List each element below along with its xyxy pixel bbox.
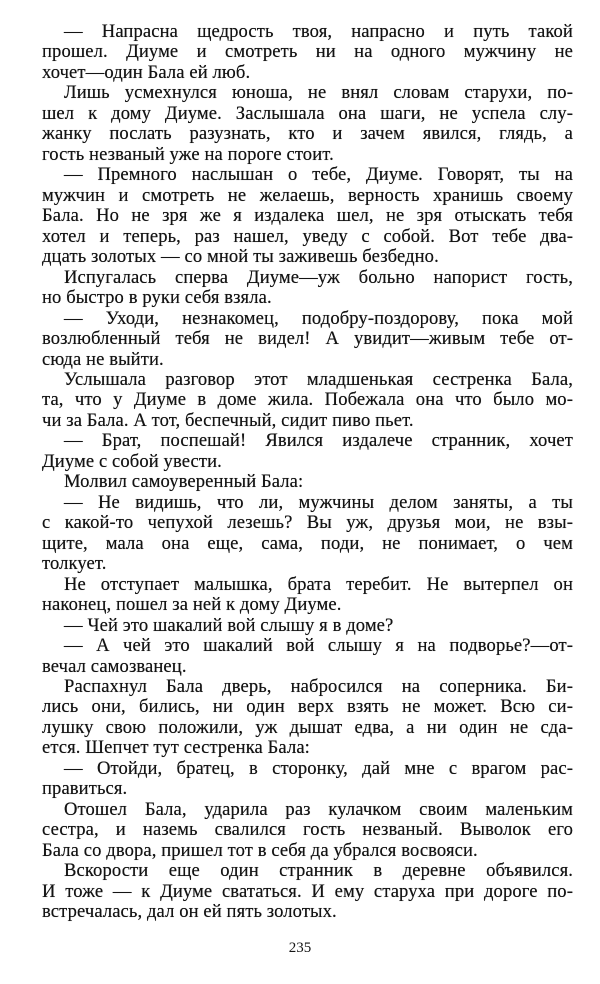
text-line: щите, мала она еще, сама, поди, не понимает, о чем [42, 532, 573, 554]
text-line: Распахнул Бала дверь, набросился на соперника. Би- [64, 676, 573, 697]
paragraph [42, 268, 573, 309]
paragraph [42, 472, 573, 492]
text-line: Лишь усмехнулся юноша, не внял словам старухи, по- [64, 82, 573, 104]
text-line: сестра, и наземь свалился гость незваный. Выволок его [42, 819, 573, 841]
text-line: Услышала разговор этот младшенькая сестренка Бала, [64, 368, 573, 390]
text-line: — Напрасна щедрость твоя, напрасно и путь такой [64, 21, 573, 42]
text-line: — Чей это шакалий вой слышу я в доме? [64, 614, 394, 636]
text-line: жанку послать разузнать, кто и зачем явился, глядь, а [42, 123, 573, 145]
text-line: — Брат, поспешай! Явился издалече странник, хочет [64, 430, 573, 452]
text-line: мужчин и смотреть не желаешь, верность хранишь своему [42, 184, 573, 206]
text-line: гость незваный уже на пороге стоит. [42, 143, 334, 165]
paragraph [42, 370, 573, 431]
text-line: Не отступает малышка, брата теребит. Не вытерпел он [64, 573, 573, 595]
paragraph [42, 309, 573, 370]
paragraph [42, 616, 573, 636]
text-line: Испугалась сперва Диуме—уж больно напорист гость, [64, 266, 573, 288]
text-line: Бала со двора, пришел тот в себя да убрался восвояси. [42, 839, 478, 861]
text-line: дцать золотых — со мной ты заживешь безбедно. [42, 246, 439, 268]
text-line: вечал самозванец. [42, 655, 187, 677]
text-line: — Не видишь, что ли, мужчины делом заняты, а ты [64, 491, 573, 513]
text-line: возлюбленный тебя не видел! А увидит—живым тебе от- [42, 328, 573, 350]
paragraph [42, 165, 573, 267]
paragraph [42, 431, 573, 472]
paragraph [42, 800, 573, 861]
paragraph [42, 493, 573, 575]
text-line: Вскорости еще один странник в деревне объявился. [64, 860, 573, 882]
text-line: — А чей это шакалий вой слышу я на подворье?—от- [64, 635, 573, 657]
text-line: лушку свою положили, уж дышат едва, а ни один не сда- [42, 716, 573, 738]
text-line: с какой-то чепухой лезешь? Вы уж, друзья мои, не взы- [42, 512, 573, 534]
text-line: встречалась, дал он ей пять золотых. [42, 901, 337, 923]
text-line: Молвил самоуверенный Бала: [64, 471, 304, 493]
text-line: ется. Шепчет тут сестренка Бала: [42, 737, 310, 759]
text-line: лись они, бились, ни один верх взять не может. Всю си- [42, 696, 573, 718]
text-line: И тоже — к Диуме свататься. И ему старуха при дороге по- [42, 880, 573, 902]
text-line: правиться. [42, 778, 128, 800]
text-line: наконец, пошел за ней к дому Диуме. [42, 594, 342, 616]
text-line: хотел и теперь, раз нашел, уведу с собой. Вот тебе два- [42, 225, 573, 247]
page-number: 235 [288, 940, 312, 956]
text-line: шел к дому Диуме. Заслышала она шаги, не успела слу- [42, 102, 573, 124]
paragraph [42, 636, 573, 677]
text-line: та, что у Диуме в доме жила. Побежала она что было мо- [42, 389, 573, 411]
paragraph [42, 677, 573, 759]
text-line: Бала. Но не зря же я издалека шел, не зря отыскать тебя [42, 205, 573, 227]
text-line: но быстро в руки себя взяла. [42, 287, 272, 309]
text-line: толкует. [42, 553, 107, 575]
text-line: чи за Бала. А тот, беспечный, сидит пиво пьет. [42, 409, 414, 431]
text-line: хочет—один Бала ей люб. [42, 61, 251, 83]
book-page-text [42, 22, 573, 923]
text-line: сюда не выйти. [42, 348, 164, 370]
text-line: — Премного наслышан о тебе, Диуме. Говорят, ты на [64, 164, 573, 186]
paragraph [42, 83, 573, 165]
text-line: Отошел Бала, ударила раз кулачком своим маленьким [64, 798, 573, 820]
paragraph [42, 759, 573, 800]
text-line: прошел. Диуме и смотреть ни на одного мужчину не [42, 41, 573, 63]
paragraph [42, 22, 573, 83]
text-line: Диуме с собой увести. [42, 450, 222, 472]
paragraph [42, 575, 573, 616]
text-line: — Отойди, братец, в сторонку, дай мне с врагом рас- [64, 757, 573, 779]
paragraph [42, 861, 573, 922]
text-line: — Уходи, незнакомец, подобру-поздорову, пока мой [64, 307, 573, 329]
